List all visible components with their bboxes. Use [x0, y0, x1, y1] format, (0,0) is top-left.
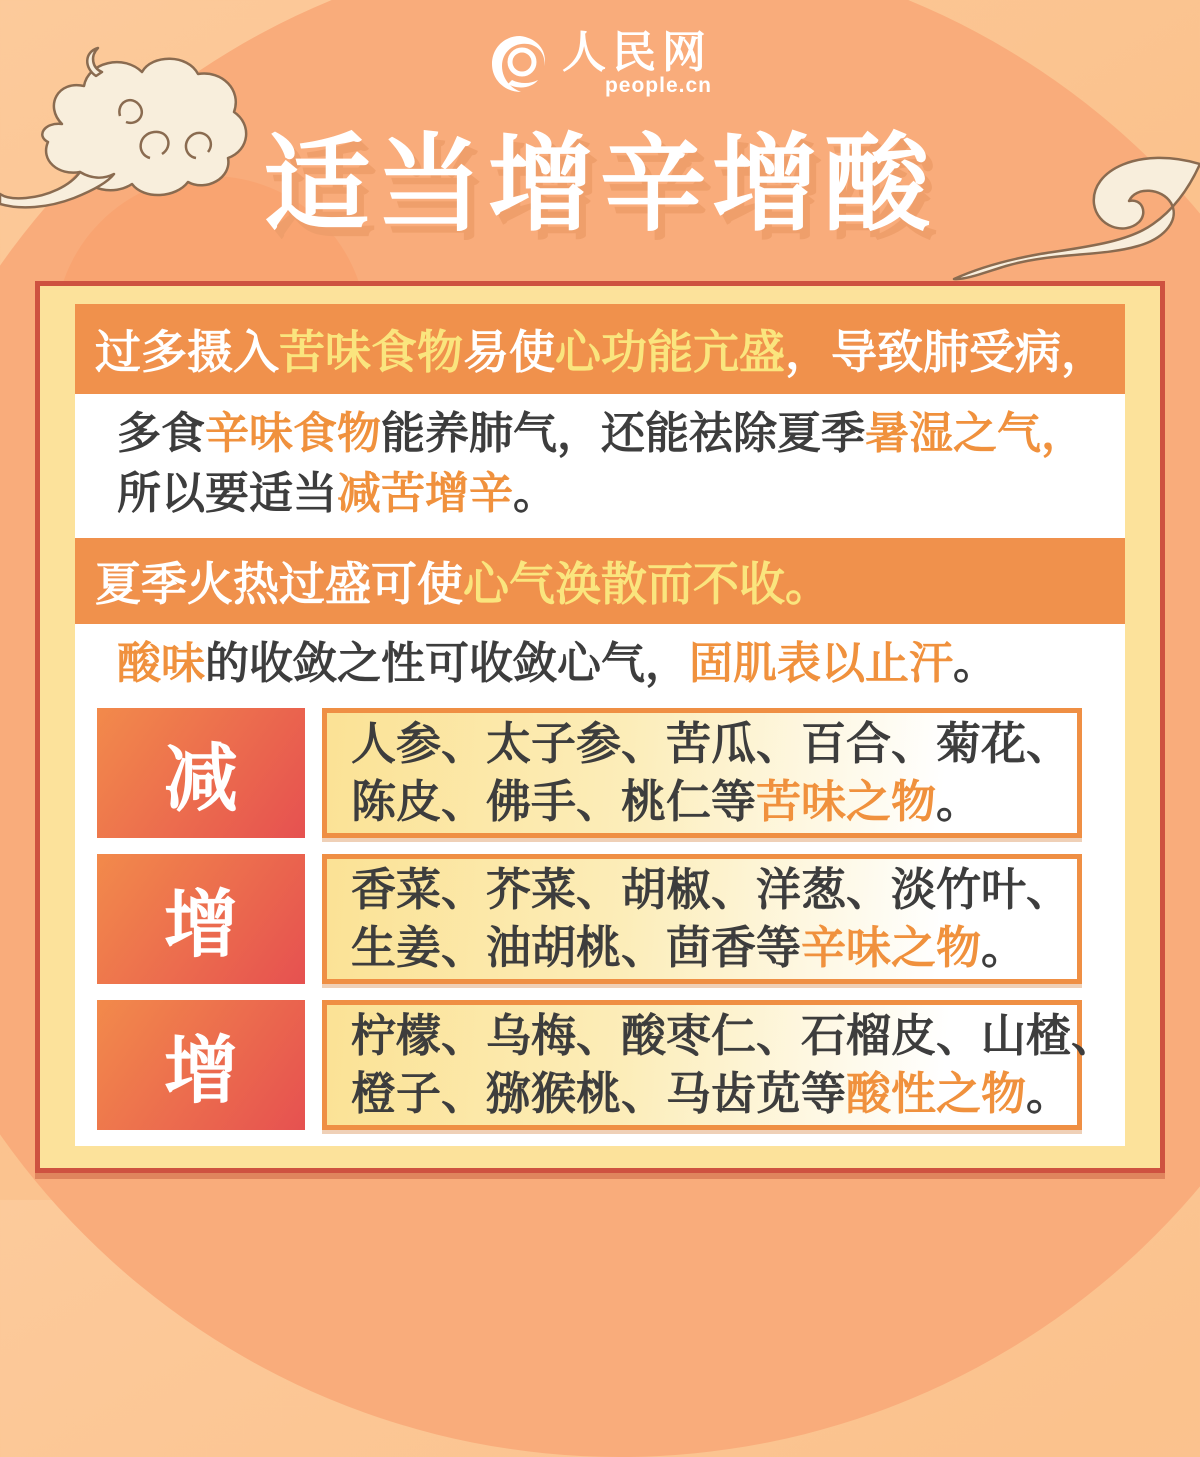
people-cn-logo — [0, 30, 1200, 98]
row-content-sour-foods: 柠檬、乌梅、酸枣仁、石榴皮、山楂、 橙子、猕猴桃、马齿苋等酸性之物。 — [322, 1000, 1082, 1130]
banner-summer-heat: 夏季火热过盛可使 心气涣散而不收。 — [75, 538, 1125, 624]
people-cn-logo-icon — [488, 32, 552, 96]
row-label-increase-pungent: 增 — [97, 854, 305, 984]
row-label-reduce: 减 — [97, 708, 305, 838]
logo-text — [562, 30, 712, 98]
table-row-increase-sour — [97, 1000, 1125, 1130]
row-content-pungent-foods: 香菜、芥菜、胡椒、洋葱、淡竹叶、 生姜、油胡桃、茴香等辛味之物。 — [322, 854, 1082, 984]
row-content-bitter-foods: 人参、太子参、苦瓜、百合、菊花、 陈皮、佛手、桃仁等苦味之物。 — [322, 708, 1082, 838]
paragraph-sour-advice: 酸味的收敛之性可收敛心气，固肌表以止汗。 — [117, 639, 997, 688]
page-title: 适当增辛增酸 — [264, 126, 936, 244]
logo-text-cn: 人民网 — [562, 28, 712, 77]
paragraph-pungent-advice: 多食辛味食物能养肺气，还能祛除夏季暑湿之气， 所以要适当减苦增辛。 — [117, 409, 1085, 518]
row-label-increase-sour: 增 — [97, 1000, 305, 1130]
food-rows — [75, 708, 1125, 1130]
banner-bitter-warning: 过多摄入 苦味食物 易使 心功能亢盛 ，导致肺受病， — [75, 304, 1125, 394]
content-card — [35, 281, 1165, 1173]
logo-text-en: people.cn — [604, 74, 712, 97]
content-card-inner — [75, 304, 1125, 1146]
table-row-increase-pungent — [97, 854, 1125, 984]
table-row-reduce-bitter — [97, 708, 1125, 838]
